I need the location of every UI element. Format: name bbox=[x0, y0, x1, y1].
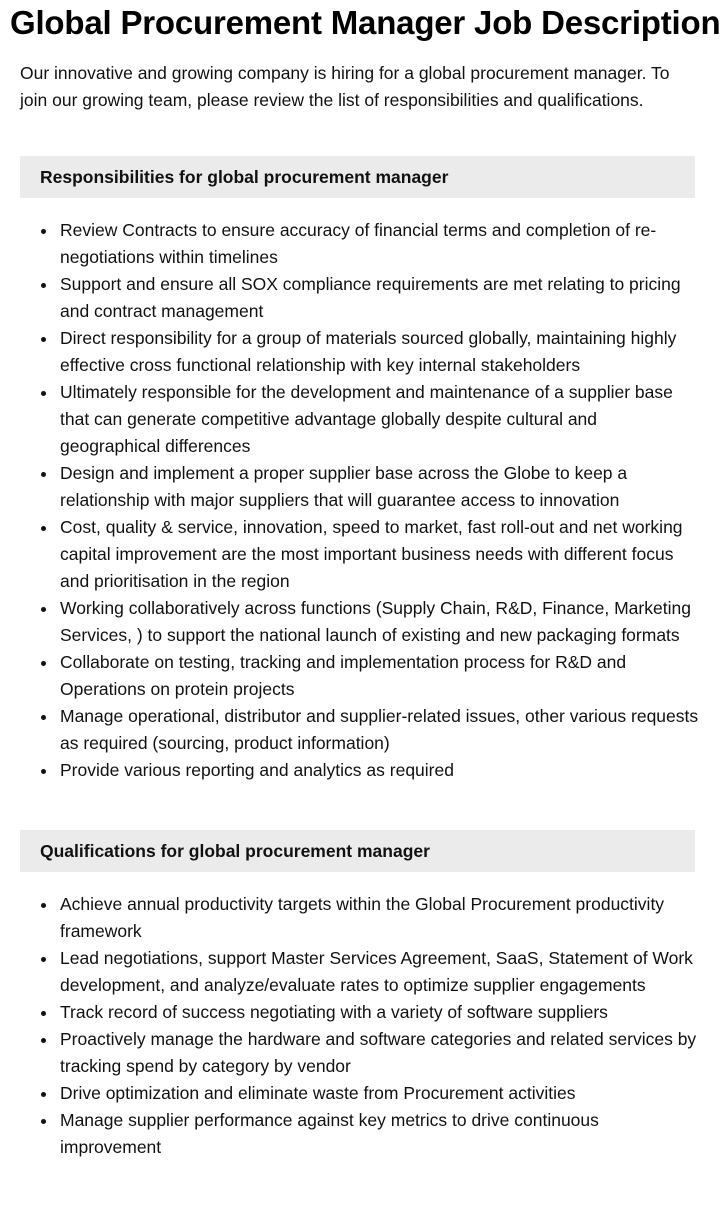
bullet-icon bbox=[41, 1038, 46, 1043]
list-item: Provide various reporting and analytics as required bbox=[20, 757, 700, 784]
bullet-icon bbox=[41, 526, 46, 531]
qualifications-header-text: Qualifications for global procurement manager bbox=[40, 840, 430, 861]
qualifications-list bbox=[20, 891, 700, 1161]
bullet-icon bbox=[41, 1092, 46, 1097]
list-item: Collaborate on testing, tracking and implementation process for R&D and Operations on protein projects bbox=[20, 649, 700, 703]
list-item: Track record of success negotiating with a variety of software suppliers bbox=[20, 999, 700, 1026]
list-item: Support and ensure all SOX compliance requirements are met relating to pricing and contract management bbox=[20, 271, 700, 325]
list-item: Design and implement a proper supplier base across the Globe to keep a relationship with major suppliers that will guarantee access to innovation bbox=[20, 460, 700, 514]
bullet-icon bbox=[41, 607, 46, 612]
list-item: Cost, quality & service, innovation, speed to market, fast roll-out and net working capital improvement are the most important business needs with different focus and prioritisation in the region bbox=[20, 514, 700, 595]
list-item: Direct responsibility for a group of materials sourced globally, maintaining highly effective cross functional relationship with key internal stakeholders bbox=[20, 325, 700, 379]
bullet-icon bbox=[41, 229, 46, 234]
responsibilities-list bbox=[20, 217, 700, 784]
qualifications-header bbox=[20, 830, 695, 872]
bullet-icon bbox=[41, 715, 46, 720]
bullet-icon bbox=[41, 1011, 46, 1016]
bullet-icon bbox=[41, 283, 46, 288]
list-item: Ultimately responsible for the development and maintenance of a supplier base that can generate competitive advantage globally despite cultural and geographical differences bbox=[20, 379, 700, 460]
bullet-icon bbox=[41, 472, 46, 477]
list-item: Lead negotiations, support Master Services Agreement, SaaS, Statement of Work development, and analyze/evaluate rates to optimize supplier engagements bbox=[20, 945, 700, 999]
bullet-icon bbox=[41, 769, 46, 774]
list-item: Proactively manage the hardware and software categories and related services by tracking spend by category by vendor bbox=[20, 1026, 700, 1080]
bullet-icon bbox=[41, 337, 46, 342]
list-item: Achieve annual productivity targets within the Global Procurement productivity framework bbox=[20, 891, 700, 945]
list-item: Manage supplier performance against key metrics to drive continuous improvement bbox=[20, 1107, 700, 1161]
bullet-icon bbox=[41, 957, 46, 962]
bullet-icon bbox=[41, 661, 46, 666]
bullet-icon bbox=[41, 903, 46, 908]
responsibilities-header-text: Responsibilities for global procurement manager bbox=[40, 166, 449, 187]
responsibilities-header bbox=[20, 156, 695, 198]
list-item: Working collaboratively across functions (Supply Chain, R&D, Finance, Marketing Services, ) to support the national launch of existing and new packaging formats bbox=[20, 595, 700, 649]
page-title: Global Procurement Manager Job Description bbox=[10, 4, 720, 41]
bullet-icon bbox=[41, 391, 46, 396]
list-item: Drive optimization and eliminate waste from Procurement activities bbox=[20, 1080, 700, 1107]
bullet-icon bbox=[41, 1119, 46, 1124]
list-item: Manage operational, distributor and supplier-related issues, other various requests as required (sourcing, product information) bbox=[20, 703, 700, 757]
intro-paragraph: Our innovative and growing company is hiring for a global procurement manager. To join our growing team, please review the list of responsibilities and qualifications. bbox=[20, 63, 670, 110]
list-item: Review Contracts to ensure accuracy of financial terms and completion of re-negotiations within timelines bbox=[20, 217, 700, 271]
